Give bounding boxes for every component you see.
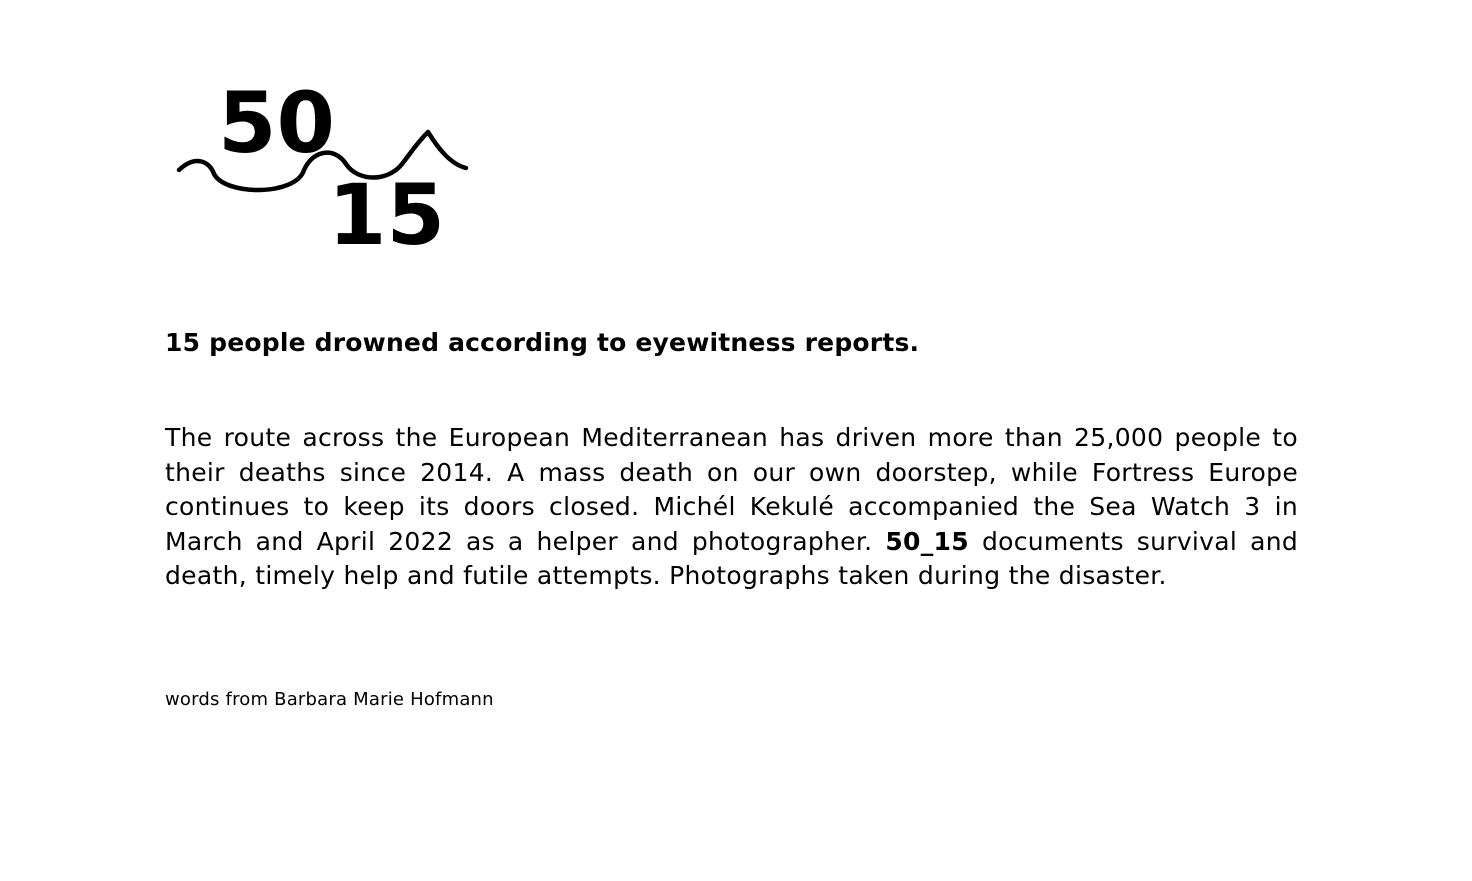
body-paragraph: [165, 421, 1298, 594]
headline: 15 people drowned according to eyewitness reports.: [165, 328, 920, 357]
body-outro: documents survival and death, timely help and futile attempts. Photographs taken during the disaster.: [165, 526, 1299, 591]
project-name: 50_15: [885, 526, 969, 556]
logo-50-15: [176, 84, 472, 250]
logo-graphic: [176, 84, 472, 250]
logo-top-number: 50: [218, 84, 335, 172]
author-credit: words from Barbara Marie Hofmann: [165, 689, 494, 710]
logo-bottom-number: 15: [328, 166, 445, 250]
body-intro: The route across the European Mediterranean has driven more than 25,000 people to their deaths since 2014. A mass death on our own doorstep, while Fortress Europe continues to keep its doors closed. Michél Kekulé accompanied the Sea Watch 3 in March and April 2022 as a helper and photographer.: [165, 423, 1298, 556]
